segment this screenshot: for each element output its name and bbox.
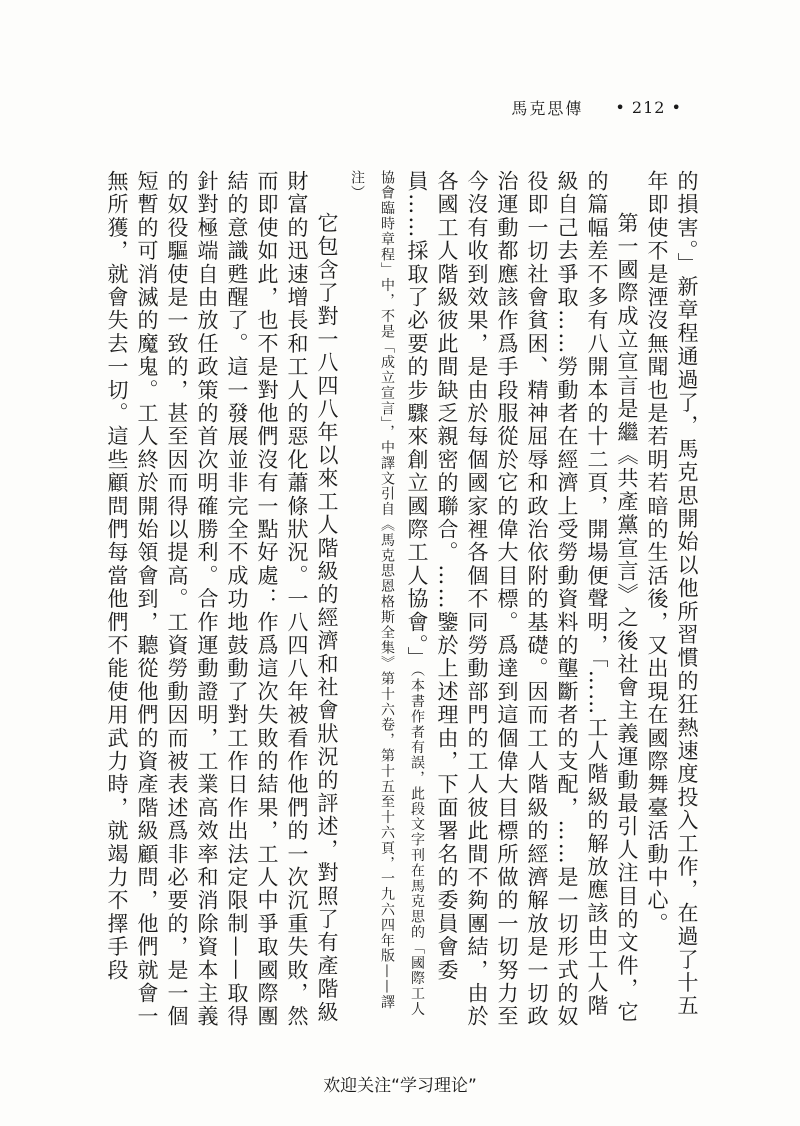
book-title: 馬克思傳	[511, 99, 584, 118]
body-text	[105, 170, 702, 1030]
paragraph: 的損害。」新章程通過了，馬克思開始以他所習慣的狂熱速度投入工作，在過了十五年即使不是湮沒無聞也是若明若暗的生活後，又出現在國際舞臺活動中心。	[645, 170, 699, 1018]
running-header	[511, 96, 682, 119]
translator-note: （本書作者有誤，此段文字刊在馬克思的「國際工人協會臨時章程」中，不是「成立宣言」，中譯文引自《馬克思恩格斯全集》第十六卷，第十五至十六頁，一九六四年版——譯注）	[349, 170, 425, 1018]
watermark-footer: 欢迎关注“学习理论”	[323, 1076, 477, 1096]
paragraph: 第一國際成立宣言是繼《共產黨宣言》之後社會主義運動最引人注目的文件，它的篇幅差不多有八開本的十二頁，開場便聲明，「……工人階級的解放應該由工人階級自己去爭取……勞動者在經濟上受勞動資料的壟斷者的支配，……是一切形式的奴役即一切社會貧困、精神屈辱和政治依附的基礎。因而工人階級的經濟解放是一切政治運動都應該作爲手段服從於它的偉大目標。爲達到這個偉大目標所做的一切努力至今沒有收到效果，是由於每個國家裡各個不同勞動部門的工人彼此間不夠團結，由於各國工人階級彼此間缺乏親密的聯合。……鑒於上述理由，下面署名的委員會委員……採取了必要的步驟來創立國際工人協會。」（本書作者有誤，此段文字刊在馬克思的「國際工人協會臨時章程」中，不是「成立宣言」，中譯文引自《馬克思恩格斯全集》第十六卷，第十五至十六頁，一九六四年版——譯注）	[349, 170, 639, 1029]
paragraph: 它包含了對一八四八年以來工人階級的經濟和社會狀況的評述，對照了有產階級財富的迅速增長和工人的惡化蕭條狀況。一八四八年被看作他們的一次沉重失敗，然而即使如此，也不是對他們沒有一點好處：作爲這次失敗的結果，工人中爭取國際團結的意識甦醒了。這一發展並非完全不成功地鼓動了對工作日作出法定限制——取得針對極端自由放任政策的首次明確勝利。合作運動證明，工業高效率和消除資本主義的奴役驅使是一致的，甚至因而得以提高。工資勞動因而被表述爲非必要的，是一個短暫的可消滅的魔鬼。工人終於開始領會到，聽從他們的資產階級顧問，他們就會一無所獲，就會失去一切。這些顧問們每當他們不能使用武力時，就竭力不擇手段	[105, 170, 339, 1029]
page-number: • 212 •	[615, 98, 682, 117]
